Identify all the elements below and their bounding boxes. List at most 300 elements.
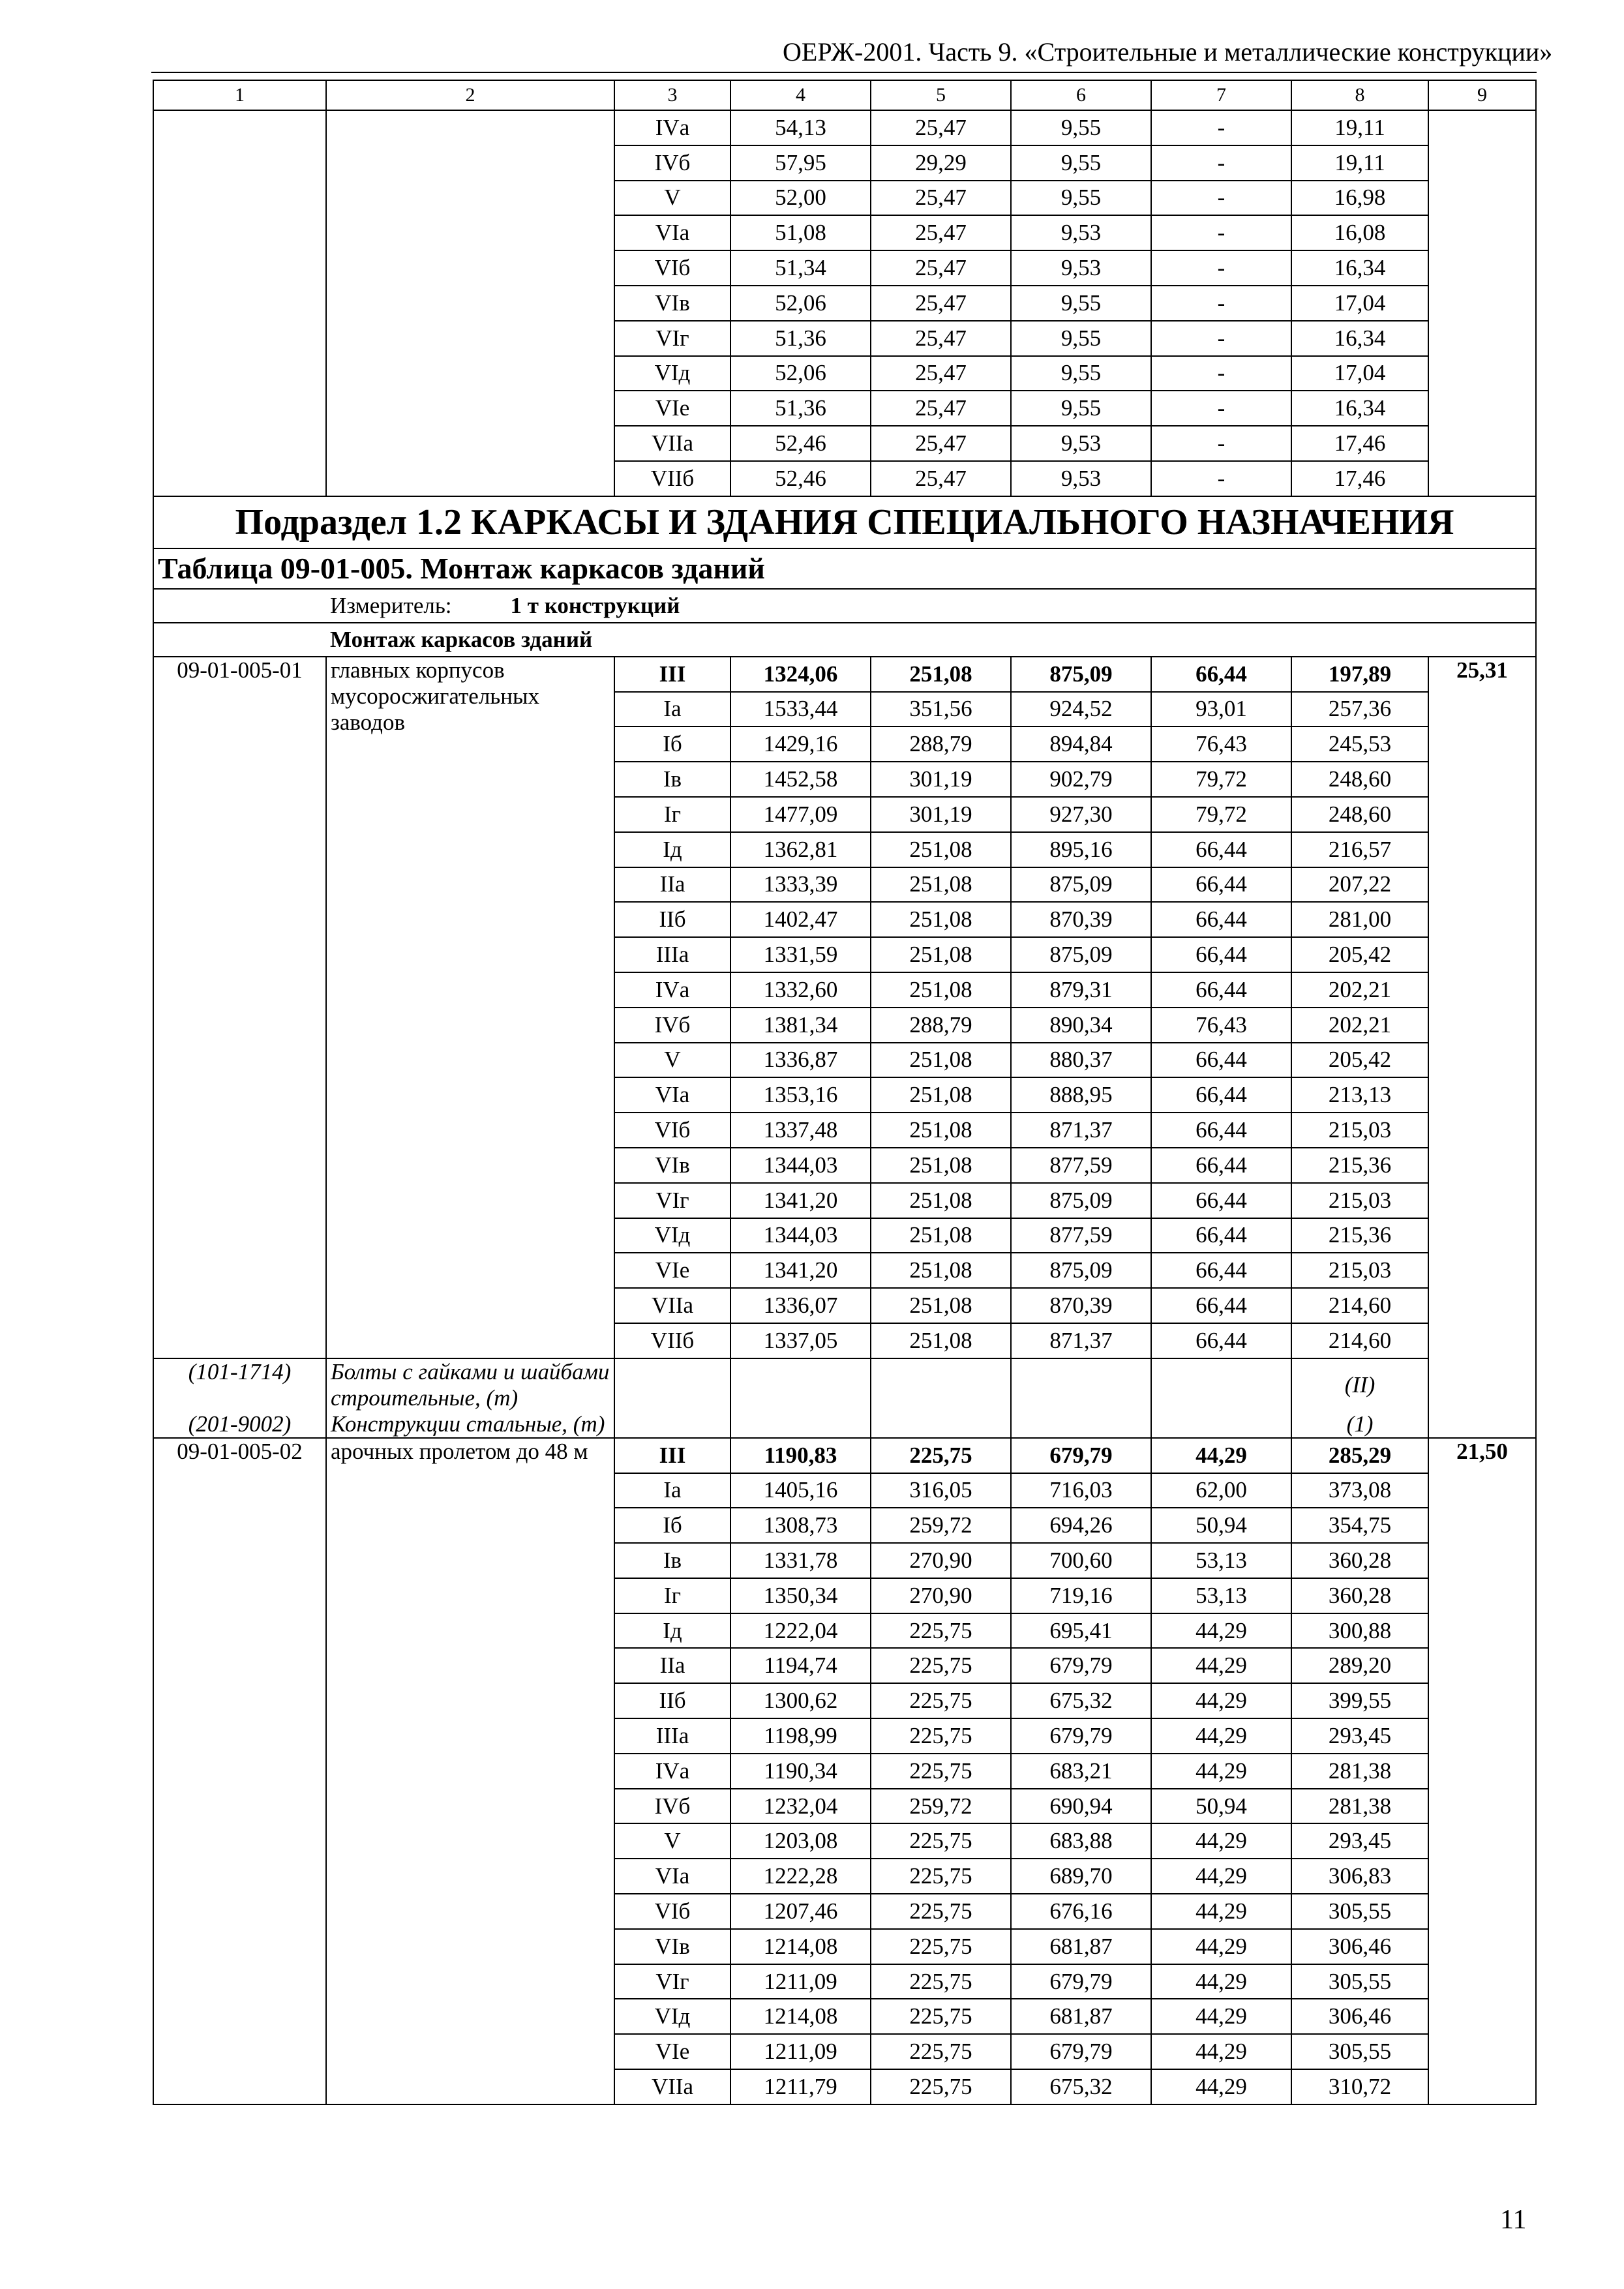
total-cost-cell: 1341,20	[730, 1253, 871, 1288]
total-cost-cell: 52,06	[730, 356, 871, 391]
class-cell: VIб	[614, 250, 730, 286]
total-cost-cell: 52,46	[730, 426, 871, 461]
machinist-wages-cell: -	[1151, 145, 1291, 181]
machine-cost-cell: 875,09	[1011, 867, 1151, 903]
labor-cell-empty	[1428, 110, 1536, 496]
machine-cost-cell: 9,55	[1011, 391, 1151, 426]
machine-cost-cell: 877,59	[1011, 1218, 1151, 1253]
materials-cell: 306,83	[1291, 1859, 1428, 1894]
materials-cell: 289,20	[1291, 1648, 1428, 1683]
materials-cell: 285,29	[1291, 1438, 1428, 1473]
wages-cell: 301,19	[871, 762, 1011, 797]
measure-row	[153, 589, 1536, 623]
materials-cell: 354,75	[1291, 1508, 1428, 1543]
total-cost-cell: 1336,07	[730, 1288, 871, 1323]
machinist-wages-cell: 66,44	[1151, 902, 1291, 937]
machine-cost-cell: 700,60	[1011, 1543, 1151, 1578]
column-number: 1	[153, 80, 326, 110]
machinist-wages-cell: 66,44	[1151, 1113, 1291, 1148]
machine-cost-cell: 9,55	[1011, 145, 1151, 181]
materials-cell: 360,28	[1291, 1578, 1428, 1613]
total-cost-cell: 1222,28	[730, 1859, 871, 1894]
wages-cell: 288,79	[871, 726, 1011, 762]
wages-cell: 251,08	[871, 832, 1011, 867]
class-cell: IVа	[614, 110, 730, 145]
machine-cost-cell: 9,55	[1011, 110, 1151, 145]
wages-cell: 225,75	[871, 1648, 1011, 1683]
machine-cost-cell: 890,34	[1011, 1008, 1151, 1043]
materials-cell: 360,28	[1291, 1543, 1428, 1578]
total-cost-cell: 1211,09	[730, 1964, 871, 1999]
group-title-row	[153, 623, 1536, 657]
class-cell: Iб	[614, 726, 730, 762]
machine-cost-cell: 875,09	[1011, 937, 1151, 972]
class-cell: IIIа	[614, 937, 730, 972]
wages-cell: 251,08	[871, 1218, 1011, 1253]
document-header: ОЕРЖ-2001. Часть 9. «Строительные и металлические конструкции»	[783, 37, 1553, 67]
resource-empty	[730, 1411, 871, 1438]
machinist-wages-cell: 44,29	[1151, 1683, 1291, 1718]
resource-row	[153, 1411, 1536, 1438]
machine-cost-cell: 888,95	[1011, 1077, 1151, 1113]
machine-cost-cell: 676,16	[1011, 1894, 1151, 1929]
class-cell: VIа	[614, 215, 730, 250]
materials-cell: 281,00	[1291, 902, 1428, 937]
machinist-wages-cell: 44,29	[1151, 2069, 1291, 2104]
machinist-wages-cell: 44,29	[1151, 1999, 1291, 2034]
machine-cost-cell: 679,79	[1011, 1648, 1151, 1683]
machine-cost-cell: 879,31	[1011, 972, 1151, 1008]
class-cell: VIб	[614, 1113, 730, 1148]
class-cell: VIе	[614, 1253, 730, 1288]
wages-cell: 251,08	[871, 1043, 1011, 1078]
materials-cell: 19,11	[1291, 110, 1428, 145]
wages-cell: 251,08	[871, 1253, 1011, 1288]
total-cost-cell: 1214,08	[730, 1929, 871, 1964]
machinist-wages-cell: -	[1151, 356, 1291, 391]
class-cell: Iг	[614, 1578, 730, 1613]
materials-cell: 248,60	[1291, 762, 1428, 797]
machine-cost-cell: 683,21	[1011, 1754, 1151, 1789]
machinist-wages-cell: -	[1151, 110, 1291, 145]
machinist-wages-cell: 50,94	[1151, 1789, 1291, 1824]
subsection-title: Подраздел 1.2 КАРКАСЫ И ЗДАНИЯ СПЕЦИАЛЬНОГО НАЗНАЧЕНИЯ	[153, 496, 1536, 548]
table-row	[153, 1438, 1536, 1473]
materials-cell: 17,46	[1291, 426, 1428, 461]
machinist-wages-cell: 44,29	[1151, 1929, 1291, 1964]
materials-cell: 215,03	[1291, 1183, 1428, 1218]
materials-cell: 216,57	[1291, 832, 1428, 867]
class-cell: IVа	[614, 1754, 730, 1789]
total-cost-cell: 1232,04	[730, 1789, 871, 1824]
materials-cell: 202,21	[1291, 972, 1428, 1008]
wages-cell: 225,75	[871, 1613, 1011, 1649]
class-cell: III	[614, 657, 730, 692]
materials-cell: 205,42	[1291, 1043, 1428, 1078]
labor-cell: 25,31	[1428, 657, 1536, 1438]
class-cell: IIIа	[614, 1718, 730, 1754]
machine-cost-cell: 924,52	[1011, 692, 1151, 727]
machinist-wages-cell: 66,44	[1151, 1253, 1291, 1288]
wages-cell: 288,79	[871, 1008, 1011, 1043]
class-cell: VIIа	[614, 426, 730, 461]
wages-cell: 225,75	[871, 2069, 1011, 2104]
class-cell: IVа	[614, 972, 730, 1008]
total-cost-cell: 1336,87	[730, 1043, 871, 1078]
class-cell: VIв	[614, 1148, 730, 1183]
machine-cost-cell: 689,70	[1011, 1859, 1151, 1894]
rate-code: 09-01-005-02	[153, 1438, 326, 2104]
total-cost-cell: 1452,58	[730, 762, 871, 797]
total-cost-cell: 1341,20	[730, 1183, 871, 1218]
machine-cost-cell: 875,09	[1011, 1253, 1151, 1288]
materials-cell: 214,60	[1291, 1323, 1428, 1358]
machine-cost-cell: 927,30	[1011, 797, 1151, 832]
materials-cell: 215,03	[1291, 1253, 1428, 1288]
machinist-wages-cell: 53,13	[1151, 1543, 1291, 1578]
materials-cell: 17,46	[1291, 461, 1428, 496]
wages-cell: 225,75	[871, 1859, 1011, 1894]
machinist-wages-cell: 79,72	[1151, 762, 1291, 797]
resource-empty	[871, 1358, 1011, 1411]
wages-cell: 25,47	[871, 426, 1011, 461]
resource-empty	[614, 1358, 730, 1411]
resource-name: Болты с гайками и шайбами строительные, (т)	[326, 1358, 614, 1411]
machine-cost-cell: 719,16	[1011, 1578, 1151, 1613]
total-cost-cell: 1203,08	[730, 1823, 871, 1859]
materials-cell: 306,46	[1291, 1929, 1428, 1964]
machine-cost-cell: 894,84	[1011, 726, 1151, 762]
materials-cell: 16,34	[1291, 321, 1428, 356]
materials-cell: 399,55	[1291, 1683, 1428, 1718]
subsection-row	[153, 496, 1536, 548]
machine-cost-cell: 902,79	[1011, 762, 1151, 797]
resource-row	[153, 1358, 1536, 1411]
machinist-wages-cell: -	[1151, 215, 1291, 250]
wages-cell: 225,75	[871, 1894, 1011, 1929]
machinist-wages-cell: 66,44	[1151, 657, 1291, 692]
materials-cell: 16,34	[1291, 391, 1428, 426]
materials-cell: 305,55	[1291, 1894, 1428, 1929]
wages-cell: 25,47	[871, 356, 1011, 391]
class-cell: VIIб	[614, 1323, 730, 1358]
wages-cell: 225,75	[871, 1999, 1011, 2034]
machine-cost-cell: 716,03	[1011, 1473, 1151, 1508]
materials-cell: 214,60	[1291, 1288, 1428, 1323]
machine-cost-cell: 679,79	[1011, 1438, 1151, 1473]
class-cell: IVб	[614, 1789, 730, 1824]
materials-cell: 300,88	[1291, 1613, 1428, 1649]
class-cell: Iв	[614, 1543, 730, 1578]
machine-cost-cell: 681,87	[1011, 1929, 1151, 1964]
column-number-row	[153, 80, 1536, 110]
machine-cost-cell: 679,79	[1011, 1718, 1151, 1754]
machinist-wages-cell: -	[1151, 250, 1291, 286]
total-cost-cell: 1190,34	[730, 1754, 871, 1789]
wages-cell: 225,75	[871, 1683, 1011, 1718]
wages-cell: 270,90	[871, 1543, 1011, 1578]
column-number: 8	[1291, 80, 1428, 110]
machine-cost-cell: 683,88	[1011, 1823, 1151, 1859]
class-cell: VIIб	[614, 461, 730, 496]
machine-cost-cell: 9,53	[1011, 461, 1151, 496]
class-cell: V	[614, 181, 730, 216]
materials-cell: 17,04	[1291, 286, 1428, 321]
wages-cell: 225,75	[871, 1823, 1011, 1859]
table-row	[153, 657, 1536, 692]
machine-cost-cell: 895,16	[1011, 832, 1151, 867]
resource-empty	[871, 1411, 1011, 1438]
machinist-wages-cell: 66,44	[1151, 937, 1291, 972]
wages-cell: 25,47	[871, 215, 1011, 250]
class-cell: IIб	[614, 902, 730, 937]
materials-cell: 215,36	[1291, 1218, 1428, 1253]
group-title: Монтаж каркасов зданий	[326, 623, 1536, 657]
column-number: 3	[614, 80, 730, 110]
machine-cost-cell: 9,53	[1011, 426, 1151, 461]
machine-cost-cell: 9,53	[1011, 215, 1151, 250]
total-cost-cell: 51,08	[730, 215, 871, 250]
materials-cell: 16,08	[1291, 215, 1428, 250]
total-cost-cell: 51,34	[730, 250, 871, 286]
materials-cell: 205,42	[1291, 937, 1428, 972]
machinist-wages-cell: 44,29	[1151, 1718, 1291, 1754]
materials-cell: 293,45	[1291, 1718, 1428, 1754]
measure-label: Измеритель:	[330, 592, 452, 618]
class-cell: III	[614, 1438, 730, 1473]
machine-cost-cell: 690,94	[1011, 1789, 1151, 1824]
class-cell: IIб	[614, 1683, 730, 1718]
machinist-wages-cell: 53,13	[1151, 1578, 1291, 1613]
machine-cost-cell: 675,32	[1011, 1683, 1151, 1718]
class-cell: VIе	[614, 2034, 730, 2069]
machinist-wages-cell: 66,44	[1151, 1148, 1291, 1183]
column-number: 9	[1428, 80, 1536, 110]
machinist-wages-cell: 44,29	[1151, 1894, 1291, 1929]
total-cost-cell: 1222,04	[730, 1613, 871, 1649]
rate-code: 09-01-005-01	[153, 657, 326, 1358]
materials-cell: 215,03	[1291, 1113, 1428, 1148]
total-cost-cell: 1214,08	[730, 1999, 871, 2034]
class-cell: Iа	[614, 1473, 730, 1508]
machinist-wages-cell: 66,44	[1151, 1288, 1291, 1323]
wages-cell: 259,72	[871, 1508, 1011, 1543]
materials-cell: 202,21	[1291, 1008, 1428, 1043]
materials-cell: 281,38	[1291, 1754, 1428, 1789]
total-cost-cell: 1337,48	[730, 1113, 871, 1148]
resource-empty	[730, 1358, 871, 1411]
wages-cell: 251,08	[871, 1113, 1011, 1148]
machinist-wages-cell: 66,44	[1151, 867, 1291, 903]
total-cost-cell: 57,95	[730, 145, 871, 181]
machinist-wages-cell: 79,72	[1151, 797, 1291, 832]
materials-cell: 293,45	[1291, 1823, 1428, 1859]
resource-name: Конструкции стальные, (т)	[326, 1411, 614, 1438]
total-cost-cell: 1211,79	[730, 2069, 871, 2104]
materials-cell: 215,36	[1291, 1148, 1428, 1183]
wages-cell: 225,75	[871, 1438, 1011, 1473]
wages-cell: 251,08	[871, 1288, 1011, 1323]
total-cost-cell: 1350,34	[730, 1578, 871, 1613]
machine-cost-cell: 871,37	[1011, 1113, 1151, 1148]
wages-cell: 25,47	[871, 391, 1011, 426]
machinist-wages-cell: 66,44	[1151, 1183, 1291, 1218]
total-cost-cell: 1337,05	[730, 1323, 871, 1358]
total-cost-cell: 1190,83	[730, 1438, 871, 1473]
class-cell: VIг	[614, 1964, 730, 1999]
machinist-wages-cell: 66,44	[1151, 1077, 1291, 1113]
wages-cell: 25,47	[871, 250, 1011, 286]
machinist-wages-cell: 66,44	[1151, 972, 1291, 1008]
total-cost-cell: 51,36	[730, 321, 871, 356]
total-cost-cell: 52,00	[730, 181, 871, 216]
machine-cost-cell: 9,53	[1011, 250, 1151, 286]
total-cost-cell: 1300,62	[730, 1683, 871, 1718]
machinist-wages-cell: -	[1151, 286, 1291, 321]
column-number: 7	[1151, 80, 1291, 110]
wages-cell: 259,72	[871, 1789, 1011, 1824]
materials-cell: 19,11	[1291, 145, 1428, 181]
code-cell-empty	[153, 110, 326, 496]
total-cost-cell: 1331,78	[730, 1543, 871, 1578]
table-title: Таблица 09-01-005. Монтаж каркасов зданий	[153, 548, 1536, 589]
machine-cost-cell: 675,32	[1011, 2069, 1151, 2104]
total-cost-cell: 1344,03	[730, 1148, 871, 1183]
wages-cell: 29,29	[871, 145, 1011, 181]
materials-cell: 281,38	[1291, 1789, 1428, 1824]
measure-unit: 1 т конструкций	[510, 592, 680, 618]
class-cell: VIа	[614, 1859, 730, 1894]
machinist-wages-cell: 44,29	[1151, 1859, 1291, 1894]
total-cost-cell: 1194,74	[730, 1648, 871, 1683]
group-blank	[153, 623, 326, 657]
machine-cost-cell: 875,09	[1011, 657, 1151, 692]
wages-cell: 251,08	[871, 1077, 1011, 1113]
column-number: 2	[326, 80, 614, 110]
machinist-wages-cell: -	[1151, 181, 1291, 216]
name-cell-empty	[326, 110, 614, 496]
machinist-wages-cell: -	[1151, 426, 1291, 461]
total-cost-cell: 1429,16	[730, 726, 871, 762]
class-cell: VIIа	[614, 2069, 730, 2104]
wages-cell: 251,08	[871, 657, 1011, 692]
wages-cell: 270,90	[871, 1578, 1011, 1613]
materials-cell: 305,55	[1291, 2034, 1428, 2069]
machinist-wages-cell: -	[1151, 391, 1291, 426]
machinist-wages-cell: 44,29	[1151, 1648, 1291, 1683]
wages-cell: 225,75	[871, 2034, 1011, 2069]
resource-empty	[1011, 1358, 1151, 1411]
column-number: 4	[730, 80, 871, 110]
table-row	[153, 110, 1536, 145]
machinist-wages-cell: 44,29	[1151, 1438, 1291, 1473]
machine-cost-cell: 694,26	[1011, 1508, 1151, 1543]
total-cost-cell: 1333,39	[730, 867, 871, 903]
resource-empty	[1151, 1358, 1291, 1411]
rate-name: главных корпусов мусоросжигательных заводов	[326, 657, 614, 1358]
machine-cost-cell: 679,79	[1011, 1964, 1151, 1999]
resource-code: (201-9002)	[153, 1411, 326, 1438]
materials-cell: 197,89	[1291, 657, 1428, 692]
column-number: 5	[871, 80, 1011, 110]
wages-cell: 351,56	[871, 692, 1011, 727]
materials-cell: 306,46	[1291, 1999, 1428, 2034]
resource-value: (1)	[1291, 1411, 1428, 1438]
total-cost-cell: 1198,99	[730, 1718, 871, 1754]
wages-cell: 316,05	[871, 1473, 1011, 1508]
total-cost-cell: 1353,16	[730, 1077, 871, 1113]
total-cost-cell: 1207,46	[730, 1894, 871, 1929]
total-cost-cell: 52,06	[730, 286, 871, 321]
machine-cost-cell: 870,39	[1011, 902, 1151, 937]
total-cost-cell: 1381,34	[730, 1008, 871, 1043]
class-cell: VIб	[614, 1894, 730, 1929]
class-cell: VIIа	[614, 1288, 730, 1323]
class-cell: VIе	[614, 391, 730, 426]
wages-cell: 251,08	[871, 1183, 1011, 1218]
wages-cell: 251,08	[871, 1148, 1011, 1183]
total-cost-cell: 1324,06	[730, 657, 871, 692]
class-cell: VIд	[614, 1999, 730, 2034]
wages-cell: 225,75	[871, 1754, 1011, 1789]
wages-cell: 225,75	[871, 1964, 1011, 1999]
materials-cell: 257,36	[1291, 692, 1428, 727]
measure-cell	[326, 589, 1536, 623]
machine-cost-cell: 870,39	[1011, 1288, 1151, 1323]
wages-cell: 251,08	[871, 867, 1011, 903]
machinist-wages-cell: 93,01	[1151, 692, 1291, 727]
resource-code: (101-1714)	[153, 1358, 326, 1411]
class-cell: VIв	[614, 1929, 730, 1964]
wages-cell: 301,19	[871, 797, 1011, 832]
wages-cell: 251,08	[871, 937, 1011, 972]
materials-cell: 305,55	[1291, 1964, 1428, 1999]
resource-empty	[1011, 1411, 1151, 1438]
labor-cell: 21,50	[1428, 1438, 1536, 2104]
class-cell: Iг	[614, 797, 730, 832]
class-cell: Iд	[614, 832, 730, 867]
class-cell: Iв	[614, 762, 730, 797]
measure-blank	[153, 589, 326, 623]
wages-cell: 25,47	[871, 110, 1011, 145]
machinist-wages-cell: 76,43	[1151, 726, 1291, 762]
machinist-wages-cell: 44,29	[1151, 2034, 1291, 2069]
total-cost-cell: 51,36	[730, 391, 871, 426]
materials-cell: 213,13	[1291, 1077, 1428, 1113]
machine-cost-cell: 877,59	[1011, 1148, 1151, 1183]
class-cell: IVб	[614, 1008, 730, 1043]
total-cost-cell: 54,13	[730, 110, 871, 145]
class-cell: Iа	[614, 692, 730, 727]
resource-empty	[1151, 1411, 1291, 1438]
page-number: 11	[1500, 2205, 1527, 2235]
total-cost-cell: 1533,44	[730, 692, 871, 727]
machine-cost-cell: 681,87	[1011, 1999, 1151, 2034]
total-cost-cell: 1402,47	[730, 902, 871, 937]
machinist-wages-cell: 44,29	[1151, 1613, 1291, 1649]
class-cell: IVб	[614, 145, 730, 181]
total-cost-cell: 1211,09	[730, 2034, 871, 2069]
machine-cost-cell: 9,55	[1011, 356, 1151, 391]
total-cost-cell: 1308,73	[730, 1508, 871, 1543]
class-cell: VIг	[614, 1183, 730, 1218]
total-cost-cell: 1362,81	[730, 832, 871, 867]
materials-cell: 16,98	[1291, 181, 1428, 216]
wages-cell: 225,75	[871, 1718, 1011, 1754]
machine-cost-cell: 9,55	[1011, 321, 1151, 356]
materials-cell: 207,22	[1291, 867, 1428, 903]
table-title-row	[153, 548, 1536, 589]
